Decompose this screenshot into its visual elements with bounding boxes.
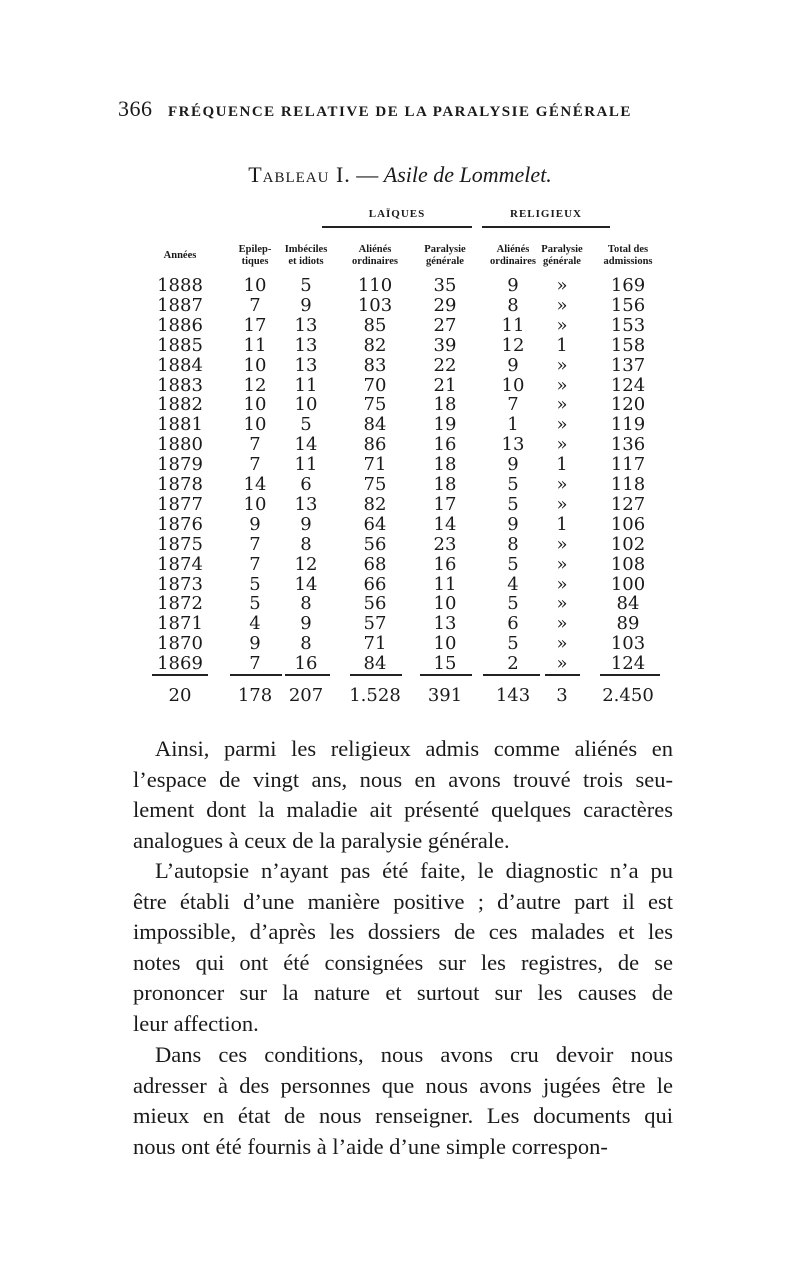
table-row bbox=[0, 575, 800, 595]
column-header-3: Aliénés ordinaires bbox=[352, 244, 398, 267]
text-line: adresser à des personnes que nous avons jugées être le bbox=[133, 1072, 673, 1098]
table-cell: 153 bbox=[610, 314, 646, 336]
table-cell: 19 bbox=[433, 414, 457, 436]
group-header-religieux: RELIGIEUX bbox=[510, 208, 582, 220]
total-rule bbox=[545, 674, 580, 676]
total-cell: 20 bbox=[168, 685, 192, 706]
table-cell: 11 bbox=[294, 374, 318, 396]
column-header-1: Epilep- tiques bbox=[238, 244, 272, 267]
table-cell: 7 bbox=[507, 394, 519, 416]
table-cell: 1 bbox=[556, 513, 568, 535]
table-row bbox=[0, 356, 800, 376]
table-cell: 1878 bbox=[157, 474, 203, 495]
total-cell: 207 bbox=[288, 685, 324, 706]
table-cell: 18 bbox=[433, 454, 457, 476]
paragraph-3 bbox=[133, 1040, 673, 1162]
table-cell: 5 bbox=[507, 474, 519, 495]
group-header-laiques: LAÏQUES bbox=[368, 208, 426, 220]
table-subject: Asile de Lommelet. bbox=[383, 162, 552, 187]
column-header-7: Total des admissions bbox=[603, 244, 653, 267]
table-cell: 14 bbox=[294, 573, 318, 595]
table-cell: 86 bbox=[363, 434, 387, 456]
table-cell: 7 bbox=[249, 294, 261, 316]
totals-row bbox=[0, 686, 800, 706]
table-cell: 1880 bbox=[157, 434, 203, 456]
table-cell: 5 bbox=[507, 553, 519, 575]
table-cell: 10 bbox=[433, 593, 457, 615]
table-cell: 6 bbox=[300, 474, 312, 495]
table-cell: 83 bbox=[363, 354, 387, 376]
table-cell: 29 bbox=[433, 294, 457, 316]
table-cell: 8 bbox=[300, 633, 312, 655]
table-cell: » bbox=[556, 314, 568, 336]
table-cell: 14 bbox=[294, 434, 318, 456]
table-row bbox=[0, 614, 800, 634]
total-cell: 178 bbox=[237, 685, 273, 706]
text-line: analogues à ceux de la paralysie générale. bbox=[133, 827, 510, 853]
table-cell: 9 bbox=[300, 613, 312, 635]
table-cell: » bbox=[556, 434, 568, 456]
table-cell: 16 bbox=[294, 653, 318, 675]
table-cell: » bbox=[556, 593, 568, 615]
text-line: lement dont la maladie ait présenté quelques caractères bbox=[133, 797, 673, 822]
table-cell: 136 bbox=[610, 434, 646, 456]
table-title-dash: — bbox=[356, 162, 379, 187]
table-cell: 103 bbox=[357, 294, 393, 316]
table-cell: 10 bbox=[243, 394, 267, 416]
table-cell: 5 bbox=[507, 593, 519, 615]
text-line: impossible, d’après les dossiers de ces malades et les bbox=[133, 919, 673, 944]
table-row bbox=[0, 376, 800, 396]
table-cell: 102 bbox=[610, 533, 646, 555]
table-cell: 89 bbox=[616, 613, 640, 635]
table-cell: 84 bbox=[363, 653, 387, 675]
group-rule-laiques bbox=[322, 226, 472, 228]
table-cell: 11 bbox=[433, 573, 457, 595]
table-cell: 68 bbox=[363, 553, 387, 575]
total-cell: 391 bbox=[427, 685, 463, 706]
total-rule bbox=[600, 674, 660, 676]
table-cell: 2 bbox=[507, 653, 519, 675]
table-cell: 82 bbox=[363, 334, 387, 356]
table-cell: 70 bbox=[363, 374, 387, 396]
table-cell: 1 bbox=[556, 454, 568, 476]
table-cell: » bbox=[556, 533, 568, 555]
table-cell: 9 bbox=[507, 454, 519, 476]
table-cell: 1873 bbox=[157, 573, 203, 595]
table-cell: » bbox=[556, 553, 568, 575]
table-cell: 85 bbox=[363, 314, 387, 336]
table-cell: 18 bbox=[433, 474, 457, 495]
table-cell: 1882 bbox=[157, 394, 203, 416]
table-cell: 120 bbox=[610, 394, 646, 416]
table-cell: 1870 bbox=[157, 633, 203, 655]
running-title: FRÉQUENCE RELATIVE DE LA PARALYSIE GÉNÉRALE bbox=[168, 104, 632, 120]
table-cell: » bbox=[556, 394, 568, 416]
table-cell: 156 bbox=[610, 294, 646, 316]
table-cell: » bbox=[556, 414, 568, 436]
table-row bbox=[0, 276, 800, 296]
table-cell: » bbox=[556, 573, 568, 595]
column-header-2: Imbéciles et idiots bbox=[284, 244, 328, 267]
table-cell: 10 bbox=[294, 394, 318, 416]
table-cell: 17 bbox=[433, 493, 457, 515]
table-cell: 103 bbox=[610, 633, 646, 655]
table-row bbox=[0, 415, 800, 435]
paragraph-2 bbox=[133, 856, 673, 1039]
text-line: leur affection. bbox=[133, 1010, 259, 1036]
table-cell: » bbox=[556, 354, 568, 376]
table-cell: 117 bbox=[610, 454, 646, 476]
table-cell: 119 bbox=[610, 414, 646, 436]
table-row bbox=[0, 654, 800, 674]
total-cell: 2.450 bbox=[602, 685, 654, 706]
table-cell: 6 bbox=[507, 613, 519, 635]
table-row bbox=[0, 634, 800, 654]
text-line: L’autopsie n’ayant pas été faite, le diagnostic n’a pu bbox=[155, 858, 673, 883]
table-cell: 17 bbox=[243, 314, 267, 336]
table-cell: 8 bbox=[300, 593, 312, 615]
table-cell: 15 bbox=[433, 653, 457, 675]
table-cell: 13 bbox=[501, 434, 525, 456]
table-cell: 13 bbox=[294, 314, 318, 336]
table-cell: 9 bbox=[300, 513, 312, 535]
table-cell: 56 bbox=[363, 533, 387, 555]
table-row bbox=[0, 495, 800, 515]
table-cell: 106 bbox=[610, 513, 646, 535]
group-rule-religieux bbox=[482, 226, 610, 228]
table-title bbox=[0, 162, 800, 188]
table-cell: 5 bbox=[507, 633, 519, 655]
table-cell: 1871 bbox=[157, 613, 203, 635]
table-row bbox=[0, 475, 800, 495]
table-cell: 11 bbox=[243, 334, 267, 356]
table-cell: 16 bbox=[433, 434, 457, 456]
table-row bbox=[0, 296, 800, 316]
table-cell: » bbox=[556, 633, 568, 655]
table-cell: 5 bbox=[249, 573, 261, 595]
table-cell: 12 bbox=[501, 334, 525, 356]
table-cell: 9 bbox=[249, 633, 261, 655]
table-cell: 14 bbox=[243, 474, 267, 495]
total-rule bbox=[483, 674, 540, 676]
table-cell: 7 bbox=[249, 653, 261, 675]
total-rule bbox=[285, 674, 330, 676]
table-cell: 57 bbox=[363, 613, 387, 635]
column-header-5: Aliénés ordinaires bbox=[490, 244, 536, 267]
total-cell: 1.528 bbox=[349, 685, 401, 706]
table-row bbox=[0, 336, 800, 356]
table-cell: 5 bbox=[300, 275, 312, 296]
table-cell: 10 bbox=[243, 275, 267, 296]
running-head bbox=[118, 96, 678, 122]
text-line: mieux en état de nous renseigner. Les documents qui bbox=[133, 1103, 673, 1128]
table-row bbox=[0, 515, 800, 535]
text-line: nous ont été fournis à l’aide d’une simple correspon- bbox=[133, 1133, 608, 1159]
table-cell: 7 bbox=[249, 533, 261, 555]
table-cell: 10 bbox=[433, 633, 457, 655]
table-cell: 9 bbox=[507, 513, 519, 535]
table-cell: 7 bbox=[249, 434, 261, 456]
table-cell: 127 bbox=[610, 493, 646, 515]
table-cell: 64 bbox=[363, 513, 387, 535]
table-cell: 27 bbox=[433, 314, 457, 336]
table-cell: 39 bbox=[433, 334, 457, 356]
table-cell: 23 bbox=[433, 533, 457, 555]
table-cell: 7 bbox=[249, 454, 261, 476]
table-cell: 22 bbox=[433, 354, 457, 376]
table-cell: 13 bbox=[294, 493, 318, 515]
column-header-6: Paralysie générale bbox=[541, 244, 583, 267]
table-cell: 66 bbox=[363, 573, 387, 595]
text-line: être établi d’une manière positive ; d’autre part il est bbox=[133, 888, 673, 914]
table-label: Tableau I. bbox=[248, 162, 351, 187]
table-cell: 1 bbox=[507, 414, 519, 436]
table-cell: 5 bbox=[507, 493, 519, 515]
table-cell: 9 bbox=[300, 294, 312, 316]
table-cell: 35 bbox=[433, 275, 457, 296]
table-cell: 5 bbox=[249, 593, 261, 615]
table-cell: 71 bbox=[363, 633, 387, 655]
table-cell: 100 bbox=[610, 573, 646, 595]
table-cell: 1885 bbox=[157, 334, 203, 356]
table-cell: 16 bbox=[433, 553, 457, 575]
table-cell: 137 bbox=[610, 354, 646, 376]
table-row bbox=[0, 455, 800, 475]
table-cell: 1879 bbox=[157, 454, 203, 476]
table-cell: 1888 bbox=[157, 275, 203, 296]
table-cell: 10 bbox=[243, 354, 267, 376]
table-cell: 13 bbox=[294, 334, 318, 356]
table-cell: » bbox=[556, 493, 568, 515]
table-cell: 158 bbox=[610, 334, 646, 356]
table-cell: 21 bbox=[433, 374, 457, 396]
table-row bbox=[0, 535, 800, 555]
table-cell: 84 bbox=[616, 593, 640, 615]
table-cell: 4 bbox=[249, 613, 261, 635]
table-cell: 1883 bbox=[157, 374, 203, 396]
table-row bbox=[0, 555, 800, 575]
table-cell: 110 bbox=[357, 275, 393, 296]
table-cell: 10 bbox=[501, 374, 525, 396]
table-cell: 12 bbox=[243, 374, 267, 396]
table-cell: 12 bbox=[294, 553, 318, 575]
table-cell: 7 bbox=[249, 553, 261, 575]
table-cell: 5 bbox=[300, 414, 312, 436]
table-cell: 1875 bbox=[157, 533, 203, 555]
table-cell: 14 bbox=[433, 513, 457, 535]
table-cell: 1884 bbox=[157, 354, 203, 376]
table-cell: 4 bbox=[507, 573, 519, 595]
table-cell: 1887 bbox=[157, 294, 203, 316]
table-cell: 124 bbox=[610, 374, 646, 396]
table-cell: 71 bbox=[363, 454, 387, 476]
table-cell: 9 bbox=[507, 275, 519, 296]
table-cell: 10 bbox=[243, 493, 267, 515]
table-cell: 1874 bbox=[157, 553, 203, 575]
table-cell: » bbox=[556, 294, 568, 316]
text-line: prononcer sur la nature et surtout sur les causes de bbox=[133, 980, 673, 1005]
table-cell: 75 bbox=[363, 394, 387, 416]
total-rule bbox=[230, 674, 282, 676]
table-cell: » bbox=[556, 474, 568, 495]
total-rule bbox=[350, 674, 402, 676]
table-cell: 13 bbox=[433, 613, 457, 635]
total-rule bbox=[152, 674, 208, 676]
table-cell: 1872 bbox=[157, 593, 203, 615]
table-cell: 124 bbox=[610, 653, 646, 675]
column-header-4: Paralysie générale bbox=[424, 244, 466, 267]
table-cell: » bbox=[556, 275, 568, 296]
text-line: notes qui ont été consignées sur les registres, de se bbox=[133, 949, 673, 975]
text-line: Dans ces conditions, nous avons cru devoir nous bbox=[155, 1042, 673, 1067]
table-cell: 1869 bbox=[157, 653, 203, 675]
table-cell: 1881 bbox=[157, 414, 203, 436]
text-line: Ainsi, parmi les religieux admis comme aliénés en bbox=[155, 736, 673, 761]
total-cell: 143 bbox=[495, 685, 531, 706]
total-cell: 3 bbox=[556, 685, 568, 706]
table-cell: 84 bbox=[363, 414, 387, 436]
paragraph-1 bbox=[133, 734, 673, 856]
table-cell: 13 bbox=[294, 354, 318, 376]
table-cell: 118 bbox=[610, 474, 646, 495]
table-cell: 75 bbox=[363, 474, 387, 495]
table-row bbox=[0, 395, 800, 415]
table-row bbox=[0, 594, 800, 614]
table-cell: 8 bbox=[300, 533, 312, 555]
table-cell: 8 bbox=[507, 294, 519, 316]
table-cell: 9 bbox=[249, 513, 261, 535]
table-cell: 11 bbox=[501, 314, 525, 336]
table-cell: 11 bbox=[294, 454, 318, 476]
page-number: 366 bbox=[118, 96, 153, 121]
table-cell: 8 bbox=[507, 533, 519, 555]
table-cell: 1 bbox=[556, 334, 568, 356]
table-cell: 1886 bbox=[157, 314, 203, 336]
table-cell: 18 bbox=[433, 394, 457, 416]
table-cell: 1877 bbox=[157, 493, 203, 515]
text-line: l’espace de vingt ans, nous en avons trouvé trois seu- bbox=[133, 766, 673, 792]
table-cell: 10 bbox=[243, 414, 267, 436]
total-rule bbox=[420, 674, 472, 676]
table-row bbox=[0, 316, 800, 336]
column-header-0: Années bbox=[163, 250, 197, 261]
table-cell: 108 bbox=[610, 553, 646, 575]
table-cell: 169 bbox=[610, 275, 646, 296]
table-cell: 56 bbox=[363, 593, 387, 615]
table-cell: » bbox=[556, 613, 568, 635]
table-cell: » bbox=[556, 374, 568, 396]
table-cell: 82 bbox=[363, 493, 387, 515]
table-cell: 9 bbox=[507, 354, 519, 376]
table-row bbox=[0, 435, 800, 455]
table-cell: 1876 bbox=[157, 513, 203, 535]
table-cell: » bbox=[556, 653, 568, 675]
